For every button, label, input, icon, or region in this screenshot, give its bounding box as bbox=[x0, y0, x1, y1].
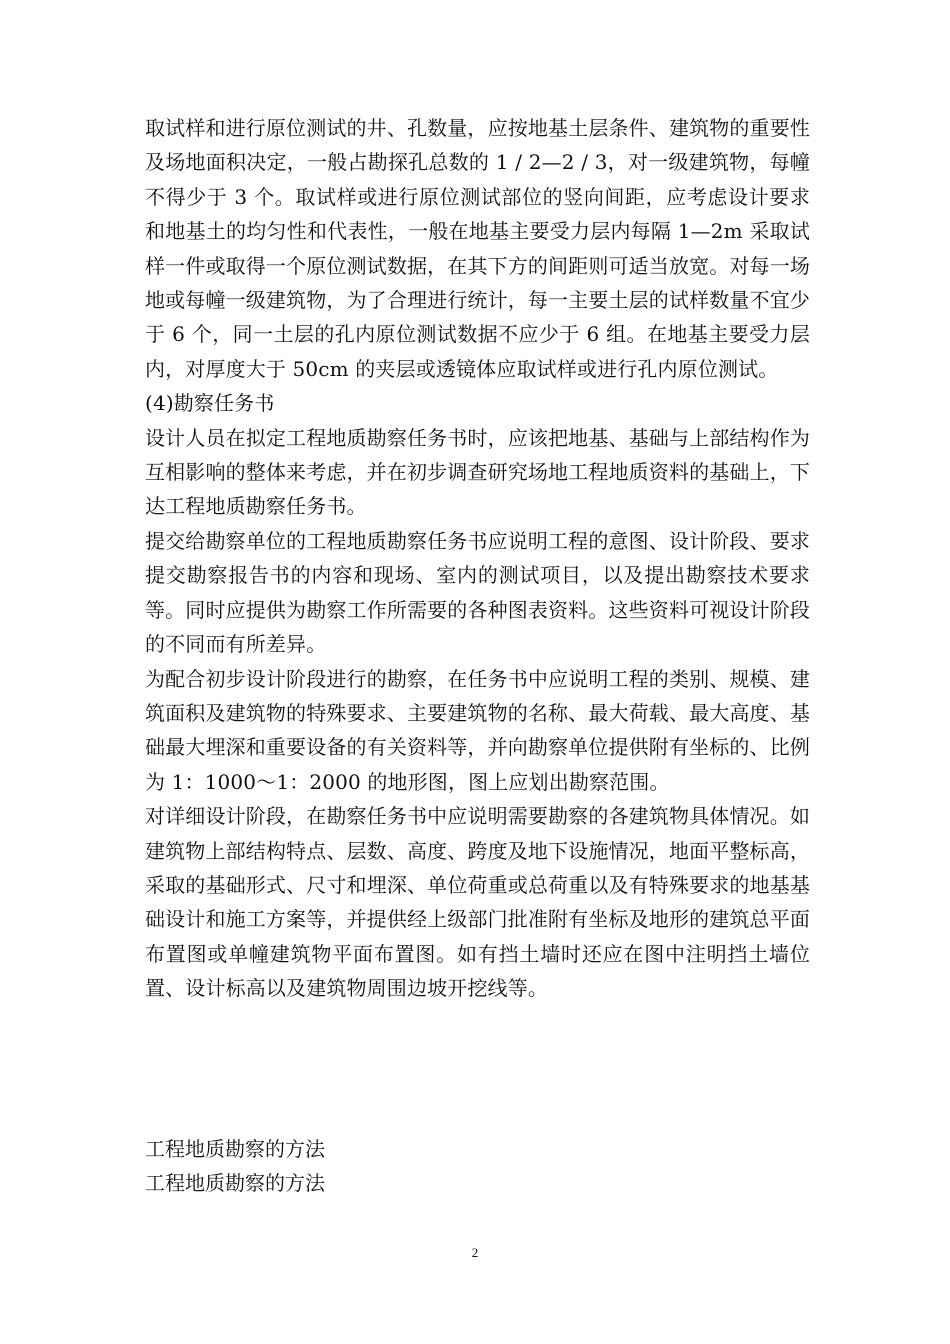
paragraph-preliminary-design: 为配合初步设计阶段进行的勘察，在任务书中应说明工程的类别、规模、建筑面积及建筑物的特殊要求、主要建筑物的名称、最大荷载、最大高度、基础最大埋深和重要设备的有关资料等，并向勘察单位提供附有坐标的、比例为 1：1000～1：2000 的地形图，图上应划出勘察范围。 bbox=[145, 666, 810, 794]
trailing-title: 工程地质勘察的方法 bbox=[145, 1137, 325, 1161]
section-heading-survey-task: (4)勘察任务书 bbox=[145, 391, 275, 416]
trailing-title: 工程地质勘察的方法 bbox=[145, 1171, 325, 1195]
paragraph-task-content: 提交给勘察单位的工程地质勘察任务书应说明工程的意图、设计阶段、要求提交勘察报告书的内容和现场、室内的测试项目，以及提出勘察技术要求等。同时应提供为勘察工作所需要的各种图表资料。这些资料可视设计阶段的不同而有所差异。 bbox=[145, 528, 810, 657]
trailing-titles bbox=[145, 1132, 810, 1200]
page-number: 2 bbox=[471, 1245, 479, 1260]
body-text bbox=[145, 111, 810, 1006]
paragraph-task-drafting: 设计人员在拟定工程地质勘察任务书时，应该把地基、基础与上部结构作为互相影响的整体来考虑，并在初步调查研究场地工程地质资料的基础上，下达工程地质勘察任务书。 bbox=[145, 425, 810, 519]
paragraph-sampling: 取试样和进行原位测试的井、孔数量，应按地基土层条件、建筑物的重要性及场地面积决定，一般占勘探孔总数的 1 / 2—2 / 3，对一级建筑物，每幢不得少于 3 个。取试样或进行原位测试部位的竖向间距，应考虑设计要求和地基土的均匀性和代表性，一般在地基主要受力层内每隔 1—2m 采取试样一件或取得一个原位测试数据，在其下方的间距则可适当放宽。对每一场地或每幢一级建筑物，为了合理进行统计，每一主要土层的试样数量不宜少于 6 个，同一土层的孔内原位测试数据不应少于 6 组。在地基主要受力层内，对厚度大于 50cm 的夹层或透镜体应取试样或进行孔内原位测试。 bbox=[145, 116, 810, 381]
paragraph-detailed-design: 对详细设计阶段，在勘察任务书中应说明需要勘察的各建筑物具体情况。如建筑物上部结构特点、层数、高度、跨度及地下设施情况，地面平整标高，采取的基础形式、尺寸和埋深、单位荷重或总荷重以及有特殊要求的地基基础设计和施工方案等，并提供经上级部门批准附有坐标及地形的建筑总平面布置图或单幢建筑物平面布置图。如有挡土墙时还应在图中注明挡土墙位置、设计标高以及建筑物周围边坡开挖线等。 bbox=[145, 804, 810, 1001]
